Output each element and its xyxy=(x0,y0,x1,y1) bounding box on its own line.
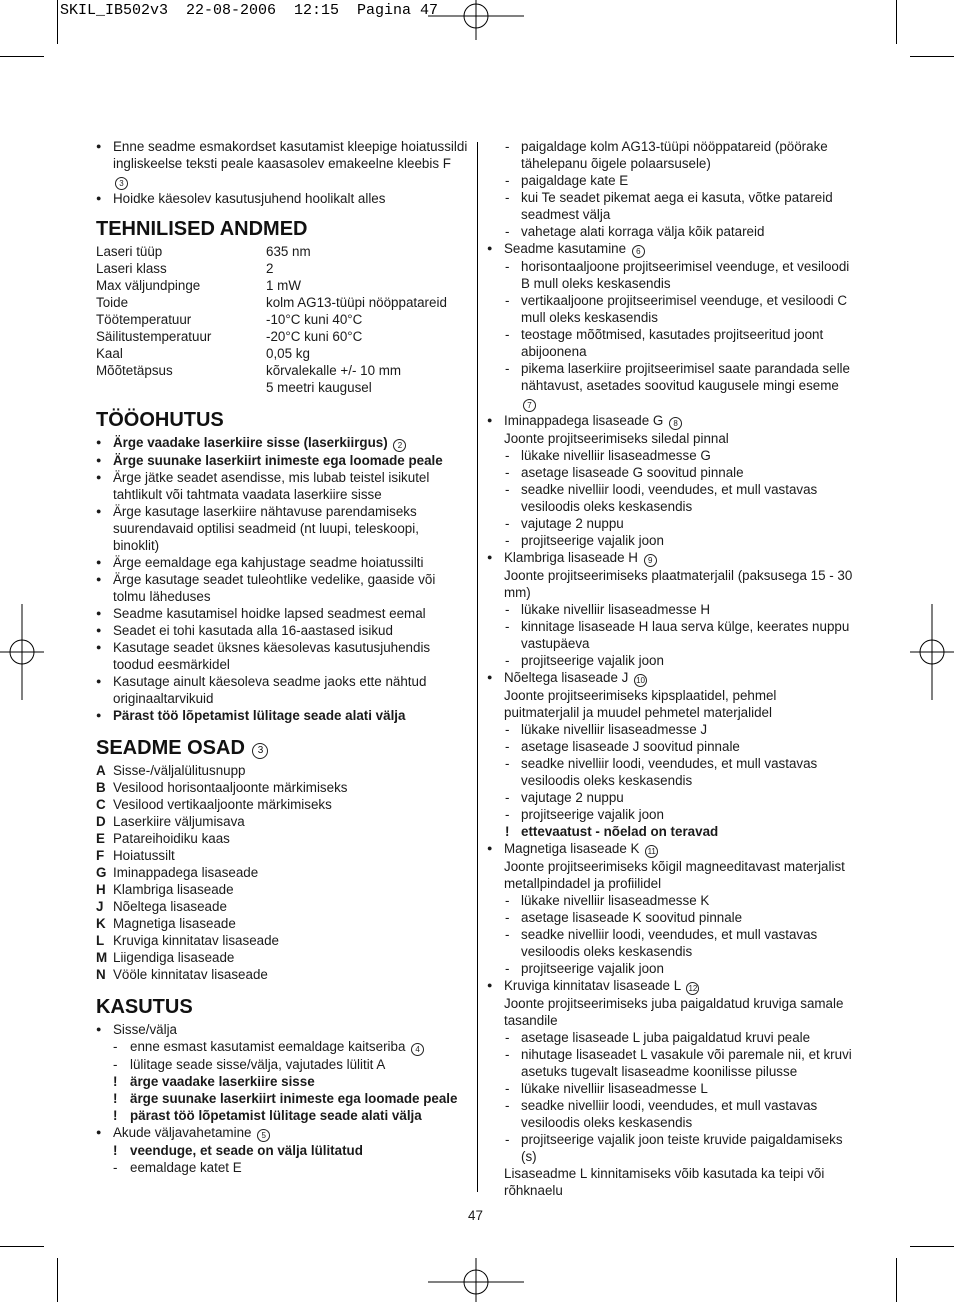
list-item: ● Akude väljavahetamine 5 xyxy=(96,1124,468,1142)
list-item: ! ärge vaadake laserkiire sisse xyxy=(96,1073,468,1090)
list-item: - seadke nivelliir loodi, veendudes, et mull vastavas vesiloodis oleks keskasendis xyxy=(487,1097,855,1131)
list-item: ● Seadme kasutamine 6 xyxy=(487,240,855,258)
list-item: - kui Te seadet pikemat aega ei kasuta, võtke patareid seadmest välja xyxy=(487,189,855,223)
list-item: D Laserkiire väljumisava xyxy=(96,814,245,829)
list-item: ● Nõeltega lisaseade J 10 xyxy=(487,669,855,687)
list-item: Joonte projitseerimiseks kipsplaatidel, pehmel puitmaterjalil ja muudel pehmetel materjalidel xyxy=(504,688,777,720)
list-item: M Liigendiga lisaseade xyxy=(96,950,235,965)
list-item: ● Seadme kasutamisel hoidke lapsed seadmest eemal xyxy=(96,605,468,622)
list-item: - paigaldage kate E xyxy=(487,172,855,189)
list-item: C Vesilood vertikaaljoonte märkimiseks xyxy=(96,797,332,812)
spec-value: 635 nm xyxy=(266,244,311,259)
list-item: - asetage lisaseade J soovitud pinnale xyxy=(487,738,855,755)
right-column xyxy=(487,138,855,1199)
registration-mark-icon xyxy=(910,604,954,700)
registration-mark-icon xyxy=(0,604,44,700)
list-item: B Vesilood horisontaaljoonte märkimiseks xyxy=(96,780,348,795)
list-item: Lisaseadme L kinnitamiseks võib kasutada ka teipi või rõhknaelu xyxy=(504,1166,825,1198)
list-item: ● Sisse/välja xyxy=(96,1021,468,1038)
crop-mark xyxy=(896,1258,897,1302)
registration-mark-icon xyxy=(428,1258,524,1302)
list-item: ● Ärge kasutage laserkiire nähtavuse parendamiseks suurendavaid optilisi seadmeid (nt luupi, teleskoopi, binoklit) xyxy=(96,503,468,554)
parts-list xyxy=(96,762,468,983)
list-item: - vertikaaljoone projitseerimisel veenduge, et vesiloodi C mull oleks keskasendis xyxy=(487,292,855,326)
registration-mark-icon xyxy=(428,0,524,40)
crop-mark xyxy=(0,56,44,57)
list-item: ● Seadet ei tohi kasutada alla 16-aastased isikud xyxy=(96,622,468,639)
list-item: - asetage lisaseade K soovitud pinnale xyxy=(487,909,855,926)
crop-mark xyxy=(57,1258,58,1302)
crop-mark xyxy=(57,0,58,44)
list-item: ● Kruviga kinnitatav lisaseade L 12 xyxy=(487,977,855,995)
list-item: ● Ärge suunake laserkiirt inimeste ega loomade peale xyxy=(96,452,468,469)
figure-ref: 5 xyxy=(257,1129,270,1142)
safety-list xyxy=(96,434,468,724)
list-item: ! pärast töö lõpetamist lülitage seade alati välja xyxy=(96,1107,468,1124)
list-item: ! ettevaatust - nõelad on teravad xyxy=(487,823,855,840)
spec-value: -10°C kuni 40°C xyxy=(266,312,363,327)
usage-list xyxy=(96,1021,468,1176)
list-item: - kinnitage lisaseade H laua serva külge, keerates nuppu vastupäeva xyxy=(487,618,855,652)
spec-label: Max väljundpinge xyxy=(96,278,201,293)
list-item: ! veenduge, et seade on välja lülitatud xyxy=(96,1142,468,1159)
list-item: ● Klambriga lisaseade H 9 xyxy=(487,549,855,567)
figure-ref: 11 xyxy=(645,845,658,858)
list-item: ● Magnetiga lisaseade K 11 xyxy=(487,840,855,858)
list-item: - pikema laserkiire projitseerimisel saate parandada selle nähtavust, asetades soovitud kaugusele mingi eseme 7 xyxy=(487,360,855,412)
list-item: - vajutage 2 nuppu xyxy=(487,789,855,806)
list-item: - horisontaaljoone projitseerimisel veenduge, et vesiloodi B mull oleks keskasendis xyxy=(487,258,855,292)
list-item: E Patareihoidiku kaas xyxy=(96,831,230,846)
section-title-parts: SEADME OSAD 3 xyxy=(96,736,468,760)
figure-ref: 8 xyxy=(669,417,682,430)
figure-ref: 4 xyxy=(411,1043,424,1056)
list-item: G Iminappadega lisaseade xyxy=(96,865,259,880)
list-item: - seadke nivelliir loodi, veendudes, et mull vastavas vesiloodis oleks keskasendis xyxy=(487,926,855,960)
list-item: Joonte projitseerimiseks siledal pinnal xyxy=(504,431,729,446)
list-item: - vajutage 2 nuppu xyxy=(487,515,855,532)
list-item: - lükake nivelliir lisaseadmesse H xyxy=(487,601,855,618)
list-item: - seadke nivelliir loodi, veendudes, et mull vastavas vesiloodis oleks keskasendis xyxy=(487,755,855,789)
intro-list xyxy=(96,138,468,207)
list-item: - projitseerige vajalik joon teiste kruvide paigaldamiseks (s) xyxy=(487,1131,855,1165)
spec-label: Laseri tüüp xyxy=(96,244,163,259)
list-item: - lükake nivelliir lisaseadmesse G xyxy=(487,447,855,464)
spec-label: Töötemperatuur xyxy=(96,312,192,327)
spec-label: Kaal xyxy=(96,346,123,361)
figure-ref: 10 xyxy=(634,674,647,687)
figure-ref: 6 xyxy=(632,245,645,258)
column-divider xyxy=(477,142,478,1192)
spec-value: 5 meetri kaugusel xyxy=(266,380,372,395)
list-item: N Vööle kinnitatav lisaseade xyxy=(96,967,268,982)
print-header: SKIL_IB502v3 22-08-2006 12:15 Pagina 47 xyxy=(60,2,439,19)
figure-ref: 9 xyxy=(644,554,657,567)
section-title-safety: TÖÖOHUTUS xyxy=(96,409,224,431)
list-item: - paigaldage kolm AG13-tüüpi nööppatareid (pöörake tähelepanu õigele polaarsusele) xyxy=(487,138,855,172)
list-item: - lülitage seade sisse/välja, vajutades lülitit A xyxy=(96,1056,468,1073)
section-title-usage: KASUTUS xyxy=(96,996,193,1018)
list-item: ● Ärge kasutage seadet tuleohtlike vedelike, gaaside või tolmu läheduses xyxy=(96,571,468,605)
list-item: - eemaldage katet E xyxy=(96,1159,468,1176)
list-item: ● Iminappadega lisaseade G 8 xyxy=(487,412,855,430)
list-item: ! ärge suunake laserkiirt inimeste ega loomade peale xyxy=(96,1090,468,1107)
spec-value: -20°C kuni 60°C xyxy=(266,329,363,344)
spec-label: Laseri klass xyxy=(96,261,167,276)
section-title-tech: TEHNILISED ANDMED xyxy=(96,218,308,240)
figure-ref: 7 xyxy=(523,399,536,412)
spec-value: 0,05 kg xyxy=(266,346,310,361)
spec-value: 1 mW xyxy=(266,278,301,293)
list-item: - asetage lisaseade L juba paigaldatud kruvi peale xyxy=(487,1029,855,1046)
list-item: ● Hoidke käesolev kasutusjuhend hoolikalt alles xyxy=(96,190,468,207)
page-number: 47 xyxy=(468,1208,483,1223)
spec-table xyxy=(96,243,468,396)
crop-mark xyxy=(0,1246,44,1247)
list-item: A Sisse-/väljalülitusnupp xyxy=(96,763,246,778)
left-column xyxy=(96,138,468,1176)
figure-ref: 3 xyxy=(115,177,128,190)
list-item: Joonte projitseerimiseks juba paigaldatud kruviga samale tasandile xyxy=(504,996,844,1028)
spec-value: 2 xyxy=(266,261,274,276)
usage-list-continued xyxy=(487,138,855,1199)
list-item: K Magnetiga lisaseade xyxy=(96,916,236,931)
list-item: - lükake nivelliir lisaseadmesse K xyxy=(487,892,855,909)
list-item: H Klambriga lisaseade xyxy=(96,882,234,897)
list-item: ● Ärge eemaldage ega kahjustage seadme hoiatussilti xyxy=(96,554,468,571)
list-item: F Hoiatussilt xyxy=(96,848,175,863)
list-item: - lükake nivelliir lisaseadmesse L xyxy=(487,1080,855,1097)
spec-label: Säilitustemperatuur xyxy=(96,329,212,344)
list-item: ● Kasutage ainult käesoleva seadme jaoks ette nähtud originaaltarvikuid xyxy=(96,673,468,707)
figure-ref: 3 xyxy=(252,743,268,759)
list-item: - projitseerige vajalik joon xyxy=(487,960,855,977)
list-item: - teostage mõõtmised, kasutades projitseeritud joont abijoonena xyxy=(487,326,855,360)
list-item: - asetage lisaseade G soovitud pinnale xyxy=(487,464,855,481)
list-item: - projitseerige vajalik joon xyxy=(487,806,855,823)
list-item: - vahetage alati korraga välja kõik patareid xyxy=(487,223,855,240)
list-item: Joonte projitseerimiseks plaatmaterjalil (paksusega 15 - 30 mm) xyxy=(504,568,853,600)
list-item: - projitseerige vajalik joon xyxy=(487,532,855,549)
crop-mark xyxy=(896,0,897,44)
list-item: ● Ärge vaadake laserkiire sisse (laserkiirgus) 2 xyxy=(96,434,468,452)
list-item: ● Ärge jätke seadet asendisse, mis lubab teistel isikutel tahtlikult või tahtmata vaadata laserkiire sisse xyxy=(96,469,468,503)
list-item: - nihutage lisaseadet L vasakule või paremale nii, et kruvi asetuks tugevalt lisaseadme koonilisse pilusse xyxy=(487,1046,855,1080)
crop-mark xyxy=(910,1246,954,1247)
list-item: J Nõeltega lisaseade xyxy=(96,899,227,914)
crop-mark xyxy=(910,56,954,57)
list-item: ● Pärast töö lõpetamist lülitage seade alati välja xyxy=(96,707,468,724)
spec-value: kolm AG13-tüüpi nööppatareid xyxy=(266,295,447,310)
spec-label: Toide xyxy=(96,295,129,310)
list-item: ● Enne seadme esmakordset kasutamist kleepige hoiatussildi ingliskeelse teksti peale kaasasolev emakeelne kleebis F 3 xyxy=(96,138,468,190)
spec-label: Mõõtetäpsus xyxy=(96,363,173,378)
list-item: ● Kasutage seadet üksnes käesolevas kasutusjuhendis toodud eesmärkidel xyxy=(96,639,468,673)
list-item: Joonte projitseerimiseks kõigil magneeditavast materjalist metallpindadel ja profiilidel xyxy=(504,859,845,891)
list-item: L Kruviga kinnitatav lisaseade xyxy=(96,933,279,948)
figure-ref: 12 xyxy=(686,982,699,995)
list-item: - seadke nivelliir loodi, veendudes, et mull vastavas vesiloodis oleks keskasendis xyxy=(487,481,855,515)
list-item: - lükake nivelliir lisaseadmesse J xyxy=(487,721,855,738)
list-item: - enne esmast kasutamist eemaldage kaitseriba 4 xyxy=(96,1038,468,1056)
spec-label xyxy=(96,379,266,396)
spec-value: kõrvalekalle +/- 10 mm xyxy=(266,363,402,378)
figure-ref: 2 xyxy=(393,439,406,452)
list-item: - projitseerige vajalik joon xyxy=(487,652,855,669)
